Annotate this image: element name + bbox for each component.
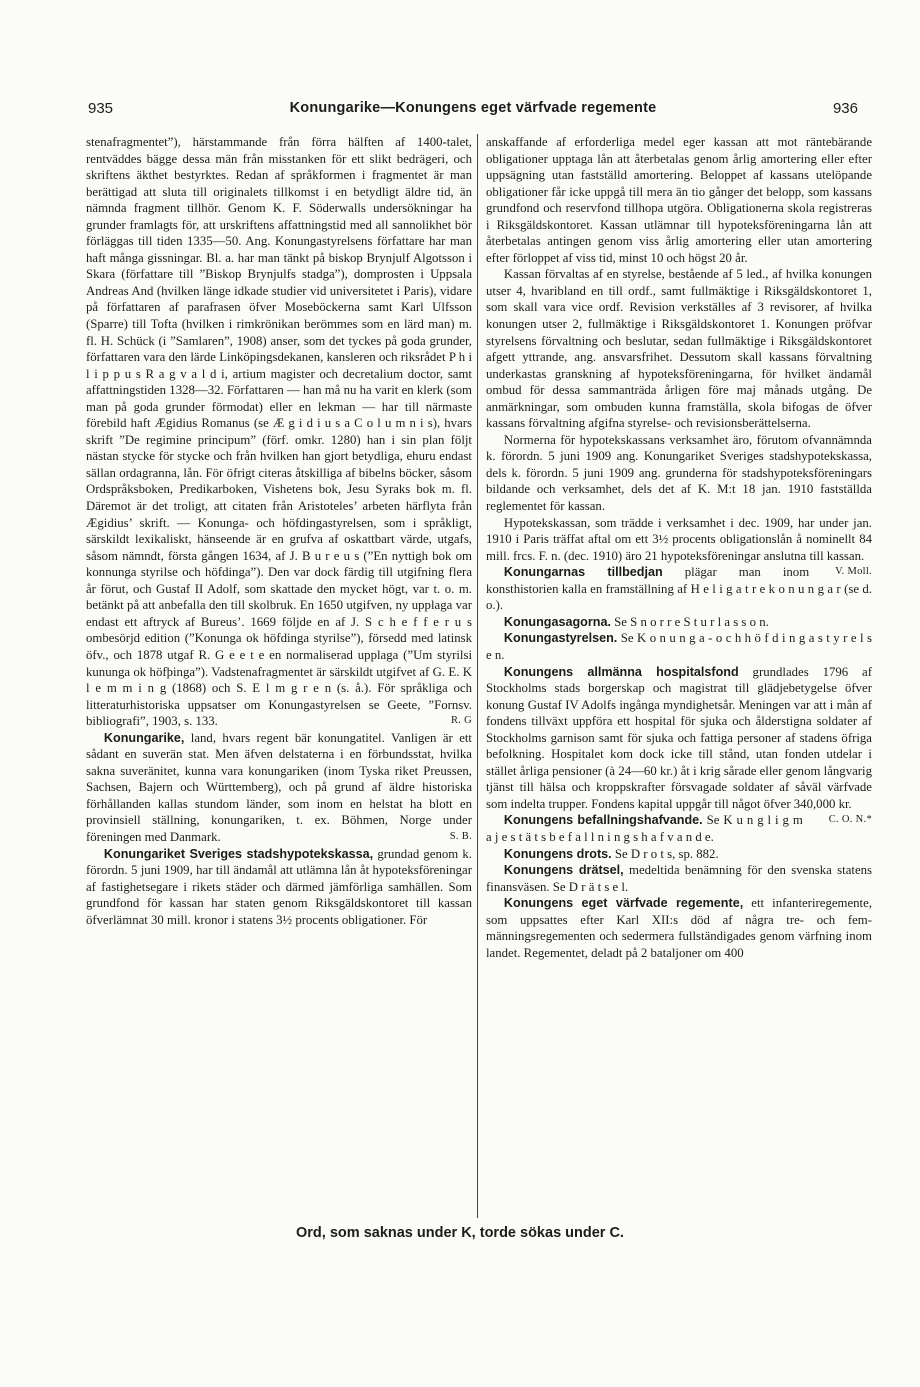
entry-headword: Konungarnas tillbedjan <box>503 565 663 580</box>
entry-headword: Konungastyrelsen. <box>503 631 618 646</box>
entry-text: Se K o n u n g a - o c h h ö f d i n g a s t y r e l s e n. <box>486 631 872 662</box>
entry-paragraph: Normerna för hypotekskassans verksamhet äro, förutom ofvannämnda k. förordn. 5 juni 1909 ang. Konungariket Sveriges stadshypotekskassa, dels k. förordn. 5 juni 1909 ang. grunderna för stadshypoteksföreningars bildande och verksamhet, dels det af K. M:t 18 jan. 1910 fastställda reglementet för kassan. <box>486 432 872 514</box>
entry-stadshypotekskassa <box>86 846 472 929</box>
right-column <box>486 134 872 1218</box>
entry-text: ett infanteriregemente, som uppsattes efter Karl XII:s död af några tre- och fem-männingsregementen och sedermera fullständigades genom värfning inom landet. Regementet, deladt på 2 bataljoner om 400 <box>486 896 872 960</box>
entry-stadshypotekskassa-continued: anskaffande af erforderliga medel eger kassan att mot räntebärande obligationer upptaga lån att återbetalas genom årlig amortering eller efter uppsägning utan fastställd amortering. Beloppet af kassans utelöpande obligationer får icke uppgå till mera än tio gånger det belopp, som kassans grundfond och reservfond tillhopa utgöra. Obligationerna skola registreras i Riksgäldskontoret. Kassan utlämnar till hypoteksföreningarna lån att återbetalas antingen genom viss årlig amortering eller utan amortering efter förloppet af viss tid, minst 10 och högst 20 år. <box>486 135 872 265</box>
entry-headword: Konungens befallningshafvande. <box>503 813 703 828</box>
entry-headword: Konungariket Sveriges stadshypotekskassa, <box>103 846 374 861</box>
entry-text: Se S n o r r e S t u r l a s s o n. <box>610 614 769 629</box>
column-divider <box>477 134 478 1218</box>
entry-text: grundad genom k. förordn. 5 juni 1909, har till ändamål att utlämna lån åt hypoteksföreningar af fastighetsegare i rikets städer och därmed jämförliga samhällen. Som grundfond för kassan har staten genom Riksgäldskontoret till kassan öfverlämnat 30 mill. kronor i statens 3½ procents obligationer. För <box>86 846 472 927</box>
page-header <box>88 100 858 124</box>
entry-drots <box>486 846 872 863</box>
entry-text: grundlades 1796 af Stockholms stads borgerskap och magistrat till glädjebetygelse öfver konung Gustaf IV Adolfs ingånga myndighetsår. Meningen var att i mån af fondens tillväxt uppföra ett hospital för sjuka och ålderstigna soldater af Stockholms garnison samt för sjuka och fattiga personer af stadens öfriga befolkning. Hospitalet kom dock icke till stånd, utan fonden utdelar i stället årliga pensioner (à 24—60 kr.) åt i krig sårade eller genom långvarig tjänst till hälsa och kroppskrafter försvagade soldater af såväl värfvade som indelta trupper. Fondens kapital uppgår till något öfver 340,000 kr. <box>486 664 872 811</box>
entry-text: Hypotekskassan, som trädde i verksamhet i dec. 1909, har under jan. 1910 i Paris träffat aftal om ett 3½ procents obligationslån å nominellt 84 mill. frcs. F. n. (dec. 1910) äro 21 hypoteksföreningar anslutna till kassan. <box>486 515 872 563</box>
entry-konungasagorna <box>486 614 872 631</box>
entry-headword: Konungens allmänna hospitalsfond <box>503 664 739 679</box>
entry-text: Se D r o t s, sp. 882. <box>611 846 719 861</box>
entry-headword: Konungens eget värfvade regemente, <box>503 896 744 911</box>
entry-text: plägar man inom konsthistorien kalla en framställning af H e l i g a t r e k o n u n g a r (se d. o.). <box>486 565 872 613</box>
page-number-left: 935 <box>88 100 114 117</box>
entry-text: stenafragmentet”), härstammande från förra hälften af 1400-talet, rentväddes bägge dessa män från misstanken för ett slikt bedrägeri, och skriftens äkthet bestyrktes. Redan af språkformen i fragmentet är man berättigad att sluta till originalets tillkomst i en betydligt äldre tid, än nämnda fragment tillhör. Genom K. F. Söderwalls undersökningar ha grunder framlagts för, att urskriftens affattningstid med all sannolikhet bör förläggas till tiden 1335—50. Ang. Konungastyrelsens författare har man haft många gissningar. Bl. a. har man tänkt på biskop Brynjulf Algotsson i Skara (författare till ”Biskop Brynjulfs stadga”), domprosten i Uppsala Andreas And (hvilken länge idkade studier vid universitetet i Paris), vidare på författaren af parafrasen öfver Moseböckerna samt Karl Ulfsson (Sparre) till Tofta (hvilken i rimkrönikan berömmes som en lärd man) m. fl. H. Schück (i ”Samlaren”, 1908) anser, som det tyckes på goda grunder, författaren vara den lärde Linköpingsdekanen, kansleren och riksrådet P h i l i p p u s R a g v a l d i, artium magister och decretalium doctor, samt affattningstiden 1328—32. Författaren — han må nu ha varit en klerk (som man på goda grunder förmodat) eller en lekman — har till närmaste förebild haft Ægidius Romanus (se Æ g i d i u s a C o l u m n i s), hvars skrift ”De regimine principum” (förf. omkr. 1280) han i sin plan följt nästan stycke för stycke och från hvilken han gjort betydliga, ehuru endast sällan ordagranna, lån. För öfrigt citeras åtskilliga af bibelns böcker, såsom Ordspråksboken, Predikarboken, Vishetens bok, Jesu Syraks bok m. fl. Däremot är det troligt, att citaten från Aristoteles’ arbeten härflyta från Ægidius’ skrift. — Konunga- och höfdingastyrelsen, som i språkligt, särskildt lexikaliskt, hänseende är en grufva af oskattbart värde, utgafs, såsom nämndt, första gången 1634, af J. B u r e u s (”En nyttigh bok om konnunga styrilse och höfdinga”). Den var dock färdig till utgifning flera år förut, och Gustaf II Adolf, som skattade den mycket högt, var t. o. m. betänkt på att anbefalla den till skolbruk. En 1650 utgifven, ny upplaga var endast ett aftryck af Bureus’. 1669 följde en af J. S c h e f f e r u s ombesörjd edition (”Konunga ok höfdinga styrilse”), försedd med latinsk öfv., och 1878 utgaf R. G e e t e en normaliserad upplaga (”Um styrilsi kununga ok höfþinga”). Vadstenafragmentet är särskildt utgifvet af G. E. K l e m m i n g (1868) och S. E l m g r e n (s. å.). För språkliga och litteraturhistoriska uppsatser om Konungastyrelsen se Geete, ”Fornsv. bibliografi”, 1903, s. 133. <box>86 135 472 729</box>
left-column <box>86 134 472 1218</box>
entry-konungarnas-tillbedjan <box>486 564 872 614</box>
entry-dratsel <box>486 862 872 895</box>
entry-konungarike <box>86 730 472 846</box>
running-title: Konungarike—Konungens eget värfvade regemente <box>289 100 657 116</box>
author-signature: C. O. N.* <box>828 814 872 826</box>
entry-text: Se K u n g l i g m a j e s t ä t s b e f a l l n i n g s h a f v a n d e. <box>486 813 803 844</box>
footer-note: Ord, som saknas under K, torde sökas under C. <box>296 1225 624 1241</box>
entry-paragraph: Kassan förvaltas af en styrelse, bestående af 5 led., af hvilka konungen utser 4, hvaribland en till ordf., samt fullmäktige i Riksgäldskontoret 1, som skall vara vice ordf. Revision verkställes af 3 revisorer, af hvilka konungen utser 2, fullmäktige i Riksgäldskontoret 1. Konungen pröfvar styrelsens förvaltning och beslutar, sedan fullmäktige i Riksgäldskontoret afgett yttrande, ang. ansvarsfrihet. Dessutom skall kassans förvaltning underkastas granskning af hypoteksföreningarna, för hvilket ändamål ombud för dessa sammanträda årligen före maj månads utgång. De anmärkningar, som ombuden kunna framställa, skola bifogas de öfver kassans förvaltning afgifna styrelse- och revisionsberättelserna. <box>486 267 872 431</box>
author-signature: R. G <box>450 715 472 727</box>
entry-konungastyrelsen-continued <box>86 134 472 730</box>
entry-text: medeltida benämning för den svenska statens finansväsen. Se D r ä t s e l. <box>486 863 872 894</box>
entry-headword: Konungarike, <box>103 730 185 745</box>
entry-konungastyrelsen <box>486 630 872 663</box>
author-signature: V. Moll. <box>835 566 872 578</box>
entry-text: land, hvars regent bär konungatitel. Vanligen är ett sådant en suverän stat. Men äfven delstaterna i en förbundsstat, hvilka sakna suveränitet, kunna vara konungariken (inom Tyska riket Preussen, Sachsen, Bajern och Württemberg), och på grund af äldre historiska förhållanden kallas stundom länder, som inom en helstat ha blott en provinsiell ställning, konungariken, t. ex. Böhmen, Norge under föreningen med Danmark. <box>86 730 472 844</box>
entry-headword: Konungasagorna. <box>503 614 611 629</box>
entry-headword: Konungens drots. <box>503 846 612 861</box>
author-signature: S. B. <box>449 830 472 842</box>
entry-varfvade-regemente <box>486 895 872 961</box>
page-number-right: 936 <box>832 100 858 117</box>
entry-headword: Konungens drätsel, <box>503 863 624 878</box>
